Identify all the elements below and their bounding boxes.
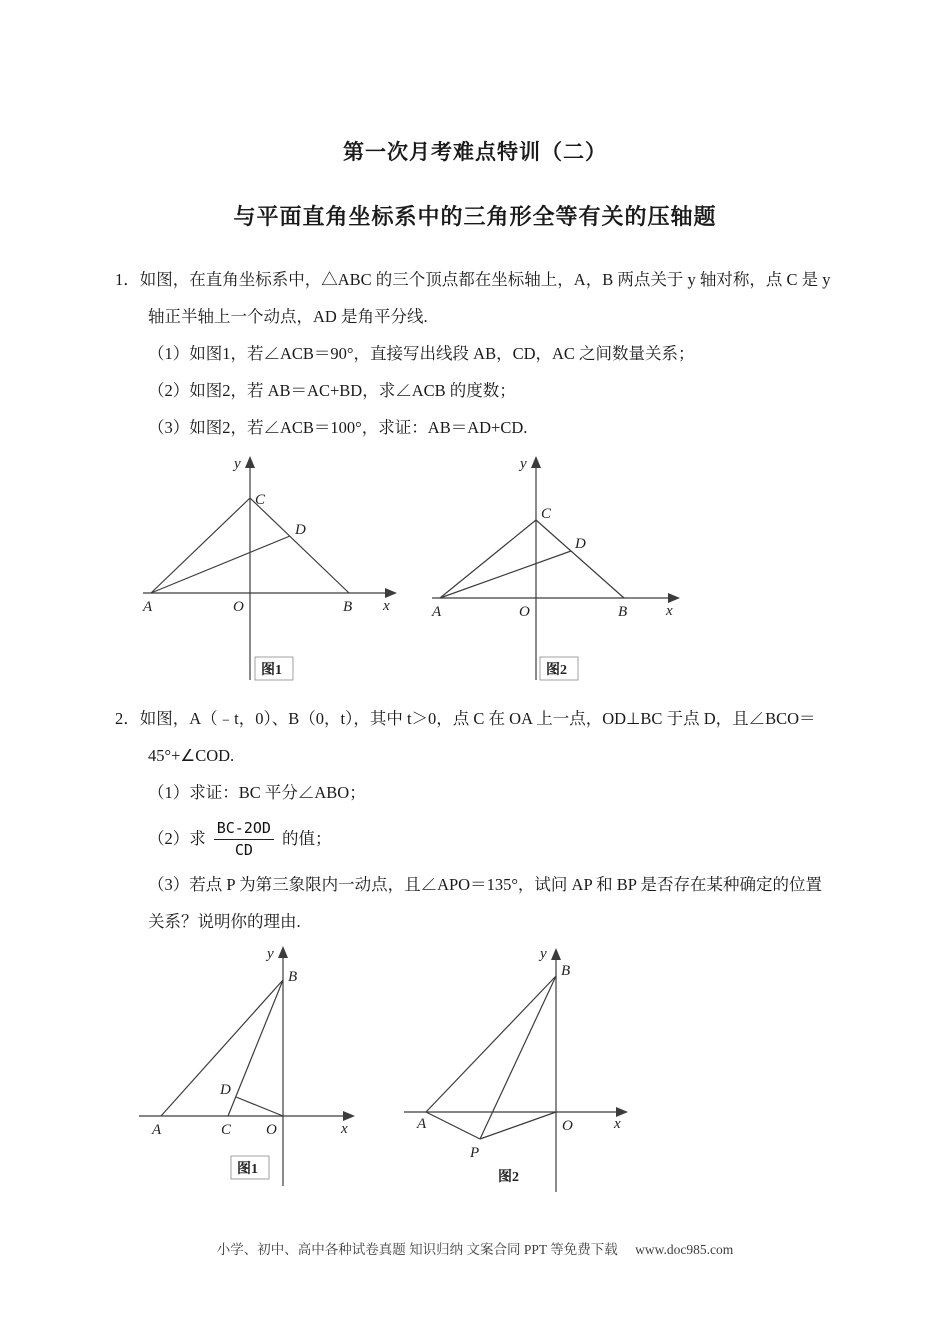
figure-caption: 图2 — [546, 663, 567, 678]
segment-ac — [440, 520, 536, 598]
segment-ap — [426, 1112, 480, 1139]
document-body — [115, 261, 838, 1199]
point-label-d: D — [295, 522, 306, 538]
point-label-o: O — [233, 599, 244, 615]
segment-ac — [151, 498, 250, 593]
axis-label-x: x — [666, 603, 673, 619]
problem1-part-1: （1）如图1，若∠ACB＝90°，直接写出线段 AB，CD，AC 之间数量关系； — [148, 344, 695, 363]
axis-label-x: x — [383, 598, 390, 614]
fraction-numerator: BC-2OD — [214, 819, 274, 840]
axis-label-x: x — [614, 1116, 621, 1132]
problem1-figures — [137, 452, 838, 692]
point-label-c: C — [255, 492, 266, 508]
segment-bc — [228, 980, 283, 1116]
point-label-b: B — [618, 604, 628, 620]
point-label-d: D — [220, 1082, 231, 1098]
figure-problem2-fig1 — [135, 944, 360, 1194]
segment-od — [236, 1097, 283, 1116]
y-axis-arrow-icon — [531, 456, 541, 468]
point-label-c: C — [221, 1122, 232, 1138]
problem1-stem-line-1: 1．如图，在直角坐标系中，△ABC 的三个顶点都在坐标轴上，A，B 两点关于 y 轴对称，点 C 是 y — [115, 270, 831, 289]
part2-prefix: （2）求 — [148, 829, 206, 848]
axis-label-y: y — [234, 456, 241, 472]
document-subtitle: 与平面直角坐标系中的三角形全等有关的压轴题 — [233, 204, 717, 229]
fraction-bc-2od-over-cd — [214, 819, 274, 860]
point-label-b: B — [561, 963, 571, 979]
point-label-a: A — [432, 604, 442, 620]
axis-label-x: x — [341, 1121, 348, 1137]
segment-ad — [151, 536, 290, 593]
point-label-a: A — [143, 599, 153, 615]
problem2-part-3-line-2: 关系？说明你的理由. — [148, 912, 301, 931]
fraction-denominator: CD — [234, 840, 253, 859]
point-label-b: B — [343, 599, 353, 615]
part2-suffix: 的值； — [281, 829, 332, 848]
page-footer — [0, 1238, 950, 1258]
x-axis-arrow-icon — [668, 593, 680, 603]
problem1-part-2: （2）如图2，若 AB＝AC+BD，求∠ACB 的度数； — [148, 381, 516, 400]
footer-text: 小学、初中、高中各种试卷真题 知识归纳 文案合同 PPT 等免费下载 — [216, 1242, 618, 1257]
figure-problem1-fig2 — [424, 452, 689, 692]
point-label-p: P — [470, 1145, 480, 1161]
figure-caption: 图1 — [261, 663, 282, 678]
y-axis-arrow-icon — [278, 946, 288, 958]
problem2-figures — [135, 944, 838, 1199]
figure-problem2-fig2 — [398, 944, 658, 1199]
figure-problem1-fig1 — [137, 452, 402, 692]
point-label-a: A — [417, 1116, 427, 1132]
problem2-part-3-line-1: （3）若点 P 为第三象限内一动点，且∠APO＝135°，试问 AP 和 BP 是否存在某种确定的位置 — [148, 875, 822, 894]
problem2-stem-line-2: 45°+∠COD. — [148, 746, 235, 765]
axis-label-y: y — [520, 456, 527, 472]
x-axis-arrow-icon — [385, 588, 397, 598]
segment-ab — [426, 976, 556, 1112]
point-label-a: A — [152, 1122, 162, 1138]
figure-caption: 图2 — [498, 1170, 519, 1185]
point-label-b: B — [288, 969, 298, 985]
problem2-part-2 — [115, 814, 838, 864]
axis-label-y: y — [540, 946, 547, 962]
problem1-stem-line-2: 轴正半轴上一个动点，AD 是角平分线. — [148, 307, 428, 326]
point-label-o: O — [562, 1118, 573, 1134]
y-axis-arrow-icon — [551, 948, 561, 960]
point-label-o: O — [519, 604, 530, 620]
segment-po — [480, 1112, 556, 1139]
axis-label-y: y — [267, 946, 274, 962]
segment-ad — [440, 551, 571, 598]
point-label-d: D — [575, 536, 586, 552]
point-label-o: O — [266, 1122, 277, 1138]
document-title: 第一次月考难点特训（二） — [343, 140, 607, 164]
segment-pb — [480, 976, 556, 1139]
figure-caption: 图1 — [237, 1162, 258, 1177]
problem2-stem-line-1: 2．如图，A（﹣t，0）、B（0，t），其中 t＞0，点 C 在 OA 上一点，OD⊥BC 于点 D，且∠BCO＝ — [115, 709, 816, 728]
footer-url[interactable]: www.doc985.com — [635, 1242, 734, 1257]
problem1-part-3: （3）如图2，若∠ACB＝100°，求证：AB＝AD+CD. — [148, 418, 528, 437]
segment-cb — [250, 498, 349, 593]
y-axis-arrow-icon — [245, 456, 255, 468]
problem2-part-1: （1）求证：BC 平分∠ABO； — [148, 783, 366, 802]
x-axis-arrow-icon — [343, 1111, 355, 1121]
point-label-c: C — [541, 506, 552, 522]
